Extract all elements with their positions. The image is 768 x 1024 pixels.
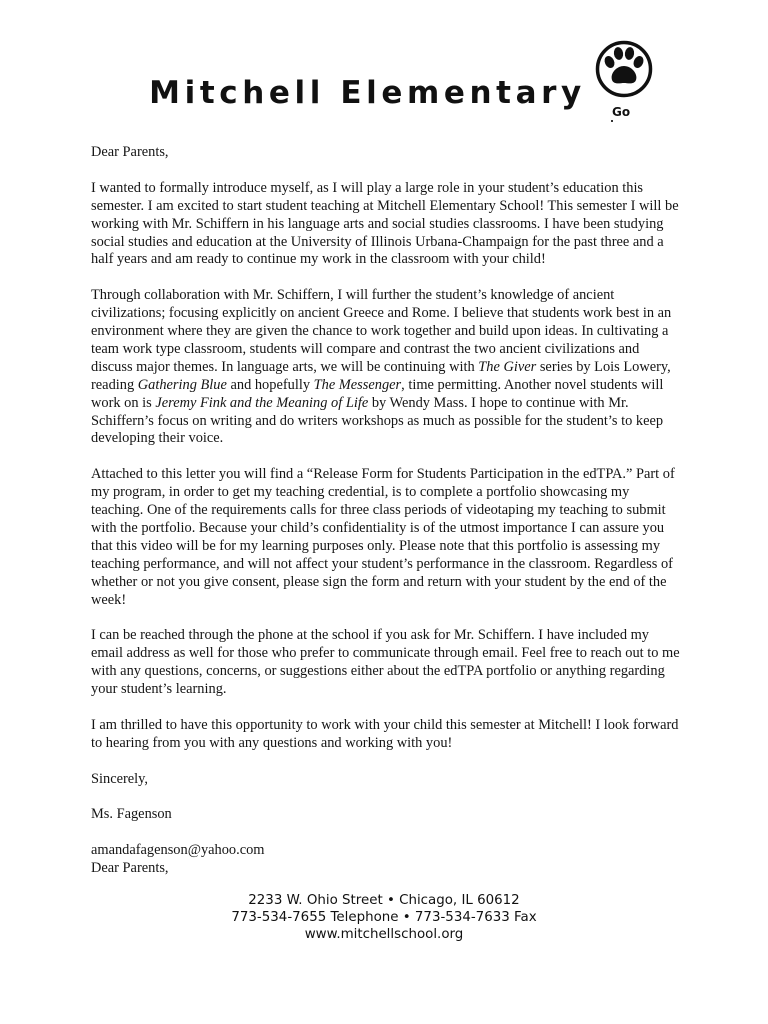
curriculum-text: series by Lois Lowery, reading (91, 358, 671, 393)
logo-caption: Go (612, 105, 631, 119)
book-title: Jeremy Fink and the Meaning of Life (155, 394, 369, 411)
paragraph-curriculum (91, 287, 683, 448)
footer-website: www.mitchellschool.org (304, 926, 464, 942)
logo-dot (611, 120, 613, 122)
book-title: The Messenger (313, 376, 402, 393)
curriculum-text: , time permitting. Another novel students will work on is (91, 376, 664, 411)
paragraph-contact: I can be reached through the phone at the school if you ask for Mr. Schiffern. I have included my email address as well for those who prefer to communicate through email. Feel free to reach out to me with any questions, concerns, or suggestions either about the edTPA portfolio or anything regarding your student’s learning. (91, 627, 680, 698)
book-title: The Giver (478, 358, 537, 375)
footer-address: 2233 W. Ohio Street • Chicago, IL 60612 (248, 893, 520, 908)
trailing-greeting: Dear Parents, (91, 860, 169, 877)
signature: Ms. Fagenson (91, 806, 172, 823)
letterhead-footer (0, 893, 768, 943)
letter-body (91, 144, 683, 878)
paragraph-edtpa: Attached to this letter you will find a “Release Form for Students Participation in the edTPA.” Part of my program, in order to get my teaching credential, is to complete a portfolio showcasing my teaching. One of the requirements calls for three class periods of videotaping my teaching to submit with the portfolio. Because your child’s confidentiality is of the utmost importance I can assure you that this video will be for my learning purposes only. Please note that this portfolio is assessing my teaching performance, and will not affect your student’s performance in the classroom. Regardless of whether or not you give consent, please sign the form and return with your student by the end of the week! (91, 466, 675, 608)
paw-print-icon (595, 40, 653, 98)
paragraph-introduction: I wanted to formally introduce myself, as I will play a large role in your student’s education this semester. I am excited to start student teaching at Mitchell Elementary School! This semester I will be working with Mr. Schiffern in his language arts and social studies classrooms. I have been studying social studies and education at the University of Illinois Urbana-Champaign for the past three and a half years and am ready to continue my work in the classroom with your child! (91, 179, 679, 268)
footer-phones: 773-534-7655 Telephone • 773-534-7633 Fax (231, 909, 537, 925)
paragraph-closing-remarks: I am thrilled to have this opportunity to work with your child this semester at Mitchell! I look forward to hearing from you with any questions and working with you! (91, 716, 679, 751)
curriculum-text: Through collaboration with Mr. Schiffern, I will further the student’s knowledge of ancient civilizations; focusing explicitly on ancient Greece and Rome. I believe that students work best in an environment where they are given the chance to work together and build upon ideas. In cultivating a team work type classroom, students will compare and contrast the two ancient civilizations and discuss major themes. In language arts, we will be continuing with (91, 287, 672, 375)
greeting: Dear Parents, (91, 144, 169, 160)
email-address: amandafagenson@yahoo.com (91, 842, 265, 859)
closing: Sincerely, (91, 770, 149, 787)
curriculum-text: and hopefully (226, 376, 314, 393)
curriculum-text: by Wendy Mass. I hope to continue with Mr. Schiffern’s focus on writing and do writers workshops as much as possible for the student’s to keep developing their voice. (91, 394, 664, 447)
book-title: Gathering Blue (137, 376, 227, 393)
school-name-heading: Mitchell Elementary (149, 75, 586, 111)
